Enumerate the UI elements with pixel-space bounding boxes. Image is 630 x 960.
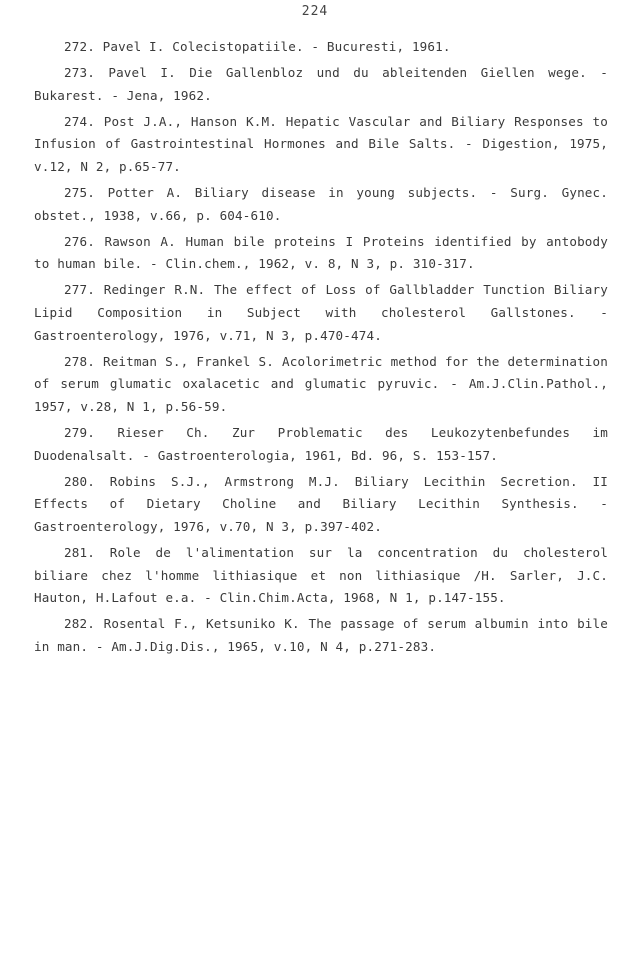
reference-entry: 272. Pavel I. Colecistopatiile. - Bucuresti, 1961. <box>64 39 451 54</box>
reference-entry: 281. Role de l'alimentation sur la concentration du cholesterol biliare chez l'homme lithiasique et non lithiasique /H. Sarler, J.C. Hauton, H.Lafout e.a. - Clin.Chim.Acta, 1968, N 1, p.147-155. <box>34 544 608 606</box>
reference-entry: 280. Robins S.J., Armstrong M.J. Biliary Lecithin Secretion. II Effects of Dietary Choline and Biliary Lecithin Synthesis. - Gastroenterology, 1976, v.70, N 3, p.397-402. <box>34 473 608 534</box>
reference-list <box>34 36 608 658</box>
reference-entry: 274. Post J.A., Hanson K.M. Hepatic Vascular and Biliary Responses to Infusion of Gastrointestinal Hormones and Bile Salts. - Digestion, 1975, v.12, N 2, p.65-77. <box>34 113 608 174</box>
reference-entry: 278. Reitman S., Frankel S. Acolorimetric method for the determination of serum glumatic oxalacetic and glumatic pyruvic. - Am.J.Clin.Pathol., 1957, v.28, N 1, p.56-59. <box>34 353 608 414</box>
reference-entry: 282. Rosental F., Ketsuniko K. The passage of serum albumin into bile in man. - Am.J.Dig.Dis., 1965, v.10, N 4, p.271-283. <box>34 616 608 654</box>
reference-entry: 273. Pavel I. Die Gallenbloz und du ableitenden Giellen wege. - Bukarest. - Jena, 1962. <box>34 65 608 103</box>
page-number: 224 <box>301 4 329 19</box>
reference-entry: 277. Redinger R.N. The effect of Loss of Gallbladder Tunction Biliary Lipid Composition in Subject with cholesterol Gallstones. - Gastroenterology, 1976, v.71, N 3, p.470-474. <box>34 282 608 343</box>
reference-entry: 275. Potter A. Biliary disease in young subjects. - Surg. Gynec. obstet., 1938, v.66, p. 604-610. <box>34 185 608 223</box>
reference-entry: 276. Rawson A. Human bile proteins I Proteins identified by antobody to human bile. - Clin.chem., 1962, v. 8, N 3, p. 310-317. <box>34 233 608 272</box>
reference-entry: 279. Rieser Ch. Zur Problematic des Leukozytenbefundes im Duodenalsalt. - Gastroenterologia, 1961, Bd. 96, S. 153-157. <box>34 425 608 463</box>
